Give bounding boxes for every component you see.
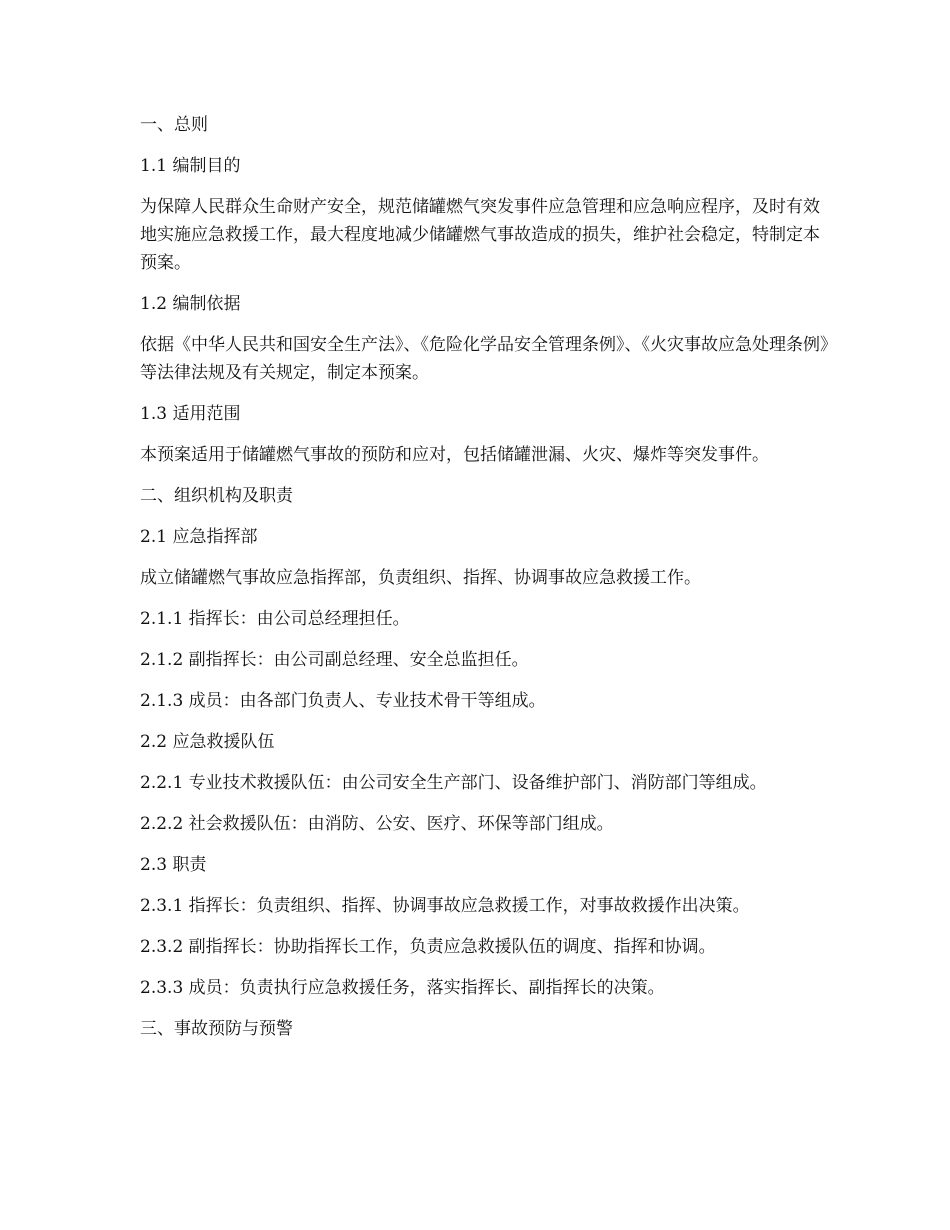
subsection-heading-basis: 1.2 编制依据 — [140, 294, 241, 314]
paragraph-command: 成立储罐燃气事故应急指挥部，负责组织、指挥、协调事故应急救援工作。 — [140, 568, 701, 588]
subsection-heading-scope: 1.3 适用范围 — [140, 404, 241, 424]
paragraph-purpose: 为保障人民群众生命财产安全，规范储罐燃气突发事件应急管理和应急响应程序，及时有效地实施应急救援工作，最大程度地减少储罐燃气事故造成的损失，维护社会稳定，特制定本预案。 — [140, 197, 820, 273]
paragraph-scope: 本预案适用于储罐燃气事故的预防和应对，包括储罐泄漏、火灾、爆炸等突发事件。 — [140, 445, 769, 465]
item-duty-commander: 2.3.1 指挥长：负责组织、指挥、协调事故应急救援工作，对事故救援作出决策。 — [140, 896, 750, 916]
item-members: 2.1.3 成员：由各部门负责人、专业技术骨干等组成。 — [140, 691, 546, 711]
item-social-team: 2.2.2 社会救援队伍：由消防、公安、医疗、环保等部门组成。 — [140, 814, 614, 834]
item-commander: 2.1.1 指挥长：由公司总经理担任。 — [140, 609, 410, 629]
subsection-heading-duties: 2.3 职责 — [140, 855, 207, 875]
section-heading-organization: 二、组织机构及职责 — [140, 486, 293, 506]
paragraph-basis: 依据《中华人民共和国安全生产法》、《危险化学品安全管理条例》、《火灾事故应急处理条例》等法律法规及有关规定，制定本预案。 — [140, 335, 829, 383]
subsection-heading-command: 2.1 应急指挥部 — [140, 527, 258, 547]
document-body — [140, 111, 830, 1056]
section-heading-prevention: 三、事故预防与预警 — [140, 1019, 293, 1039]
subsection-heading-rescue-teams: 2.2 应急救援队伍 — [140, 732, 275, 752]
section-heading-general: 一、总则 — [140, 115, 208, 135]
item-deputy-commander: 2.1.2 副指挥长：由公司副总经理、安全总监担任。 — [140, 650, 529, 670]
subsection-heading-purpose: 1.1 编制目的 — [140, 156, 241, 176]
item-duty-deputy: 2.3.2 副指挥长：协助指挥长工作，负责应急救援队伍的调度、指挥和协调。 — [140, 937, 716, 957]
item-technical-team: 2.2.1 专业技术救援队伍：由公司安全生产部门、设备维护部门、消防部门等组成。 — [140, 773, 767, 793]
item-duty-members: 2.3.3 成员：负责执行应急救援任务，落实指挥长、副指挥长的决策。 — [140, 978, 665, 998]
